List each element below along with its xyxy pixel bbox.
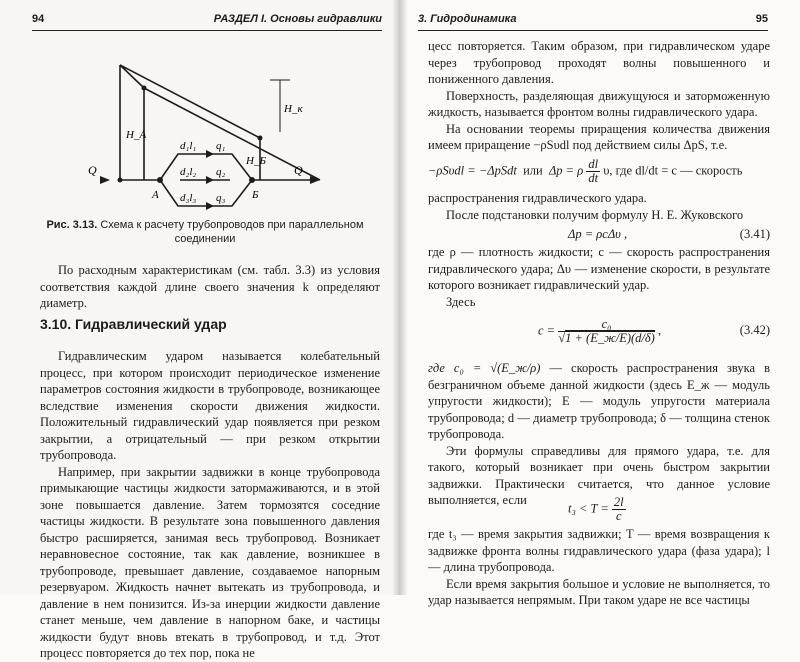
left-paragraph-1: По расходным характеристикам (см. табл. 3.3) из условия соответствия каждой длине своего значения k определяют диаметр.: [40, 263, 380, 310]
flow-label-in: Q: [88, 163, 97, 177]
eq-impulse-left: −ρSυdl = −ΔpSdt: [428, 163, 517, 178]
eq-342-fraction: $\frac{\text{c₀}}{√1 + (E\_ж/E)(d/\delta)}$: [558, 317, 655, 345]
left-page-number: 94: [32, 13, 45, 25]
reservoir-wall-left: [120, 65, 147, 180]
equation-3-41: Δp = ρcΔυ , (3.41): [568, 227, 770, 241]
impulse-equation: [428, 158, 770, 188]
head-k-label: H_к: [284, 103, 303, 115]
branch1-dim: d₁l₁: [180, 140, 197, 152]
parallel-pipes-diagram: [80, 40, 340, 230]
right-paragraph-4: После подстановки получим формулу Н. Е. Жуковского: [446, 207, 744, 222]
left-header-title: РАЗДЕЛ I. Основы гидравлики: [213, 13, 382, 25]
right-page: [400, 0, 800, 607]
section-title: 3.10. Гидравлический удар: [40, 316, 227, 332]
figure-caption: [40, 218, 370, 246]
right-text-block-1: [428, 38, 770, 154]
figure-caption-text: Схема к расчету трубопроводов при параллельном соединении: [100, 219, 364, 245]
eq-impulse-or: или: [523, 163, 543, 178]
right-paragraph-10: Если время закрытия большое и условие не выполняется, то удар называется непрямым. При таком ударе не все частицы: [428, 576, 770, 607]
right-paragraph-5: где ρ — плотность жидкости; c — скорость распространения гидравлического удара; Δυ — изменение скорости, в результате которого возникает гидравлический удар.: [428, 245, 770, 292]
left-paragraph-2: Гидравлическим ударом называется колебательный процесс, при котором происходит периодическое изменение параметров состояния жидкости в трубопроводе, возникающее вследствие изменения скорости движения жидкости. Положительный гидравлический удар появляется при резком закрытии, а отрицательный — при резком открытии трубопровода.: [40, 349, 380, 462]
right-text-block-2: [428, 190, 770, 223]
right-paragraph-9: где t₃ — время закрытия задвижки; T — время возвращения к задвижке фронта волны гидравлического удара (фаза удара); l — длина трубопровода.: [428, 527, 770, 574]
branch1-flow: q₁: [216, 140, 226, 152]
piezometric-line-top: [120, 65, 260, 138]
sound-speed-formula: где c₀ = √(E_ж/ρ): [428, 361, 541, 375]
book-gutter-shadow: [392, 0, 408, 595]
eq-impulse-tail: υ, где dl/dt = c — скорость: [603, 163, 743, 178]
head-b-label: H_Б: [246, 155, 266, 167]
right-paragraph-3b: распространения гидравлического удара.: [428, 191, 647, 205]
right-paragraph-1: цесс повторяется. Таким образом, при гидравлическом ударе через трубопровод проходят волны повышенного и пониженного давления.: [428, 39, 770, 86]
right-paragraph-6: Здесь: [446, 294, 476, 309]
eq-impulse-fraction: $\frac{dl}{dt}$: [588, 157, 599, 185]
right-text-block-3: [428, 244, 770, 310]
right-paragraph-2: Поверхность, разделяющая движущуюся и заторможенную жидкость, называется фронтом волны гидравлического удара.: [428, 88, 770, 119]
flow-label-out: Q: [294, 163, 303, 177]
head-a-label: H_A: [126, 129, 147, 141]
left-page: [0, 0, 400, 660]
node-a-label: А: [152, 189, 159, 201]
equation-3-42: c = $\frac{\text{c₀}}{√1 + (E\_ж/E)(d/\delta)}$ , (3.42): [538, 317, 770, 345]
eq-impulse-dp: Δp = ρ: [548, 163, 584, 178]
left-body-text: [40, 348, 380, 662]
left-page-header: [32, 8, 382, 31]
left-paragraph-3: Например, при закрытии задвижки в конце трубопровода примыкающие частицы жидкости затормаживаются, и в этой зоне повышается давление. Затем тормозятся соседние частицы жидкости. В результате зона повышенного давления быстро расширяется, занимая весь трубопровод. Возникает неравновесное состояние, так как давление, возникшее в трубопроводе, превышает давление, создаваемое напорным резервуаром. Жидкость начнет вытекать из трубопровода, и давление в нем понизится. Из-за инерции жидкости давление станет меньше, чем давление в напорном баке, и частицы жидкости будут вновь втекать в трубопровод, и т.д. Этот процесс повторяется до тех пор, пока не: [40, 464, 380, 660]
right-page-header: [418, 8, 768, 31]
right-text-block-5: [428, 526, 770, 609]
figure-caption-label: Рис. 3.13.: [46, 219, 98, 231]
branch3-flow: q₃: [216, 192, 226, 204]
right-header-title: 3. Гидродинамика: [418, 13, 517, 25]
right-paragraph-8: Эти формулы справедливы для прямого удара, т.е. для такого, который возникает при очень быстром закрытии задвижки. Практически считается, что данное условие выполняется, если: [428, 443, 770, 507]
branch2-dim: d₂l₂: [180, 166, 197, 178]
right-paragraph-7: — скорость распространения звука в безграничном объеме данной жидкости (здесь E_ж — модуль упругости жидкости); E — модуль упругости материала трубопровода; d — диаметр трубопровода; δ — толщина стенок трубопровода.: [428, 361, 771, 441]
branch3-dim: d₃l₃: [180, 192, 197, 204]
right-page-number: 95: [755, 13, 768, 25]
branch2-flow: q₂: [216, 166, 226, 178]
right-paragraph-3a: На основании теоремы приращения количества движения имеем приращение −ρSυdl под действием силы ΔpS, т.е.: [428, 121, 770, 152]
node-b-label: Б: [252, 189, 259, 201]
eq-341-number: (3.41): [739, 227, 770, 241]
eq-342-number: (3.42): [739, 323, 770, 337]
right-text-block-4: [428, 360, 770, 509]
direct-impact-condition: t₃ < T = $\frac{2l}{c}$: [568, 495, 624, 523]
